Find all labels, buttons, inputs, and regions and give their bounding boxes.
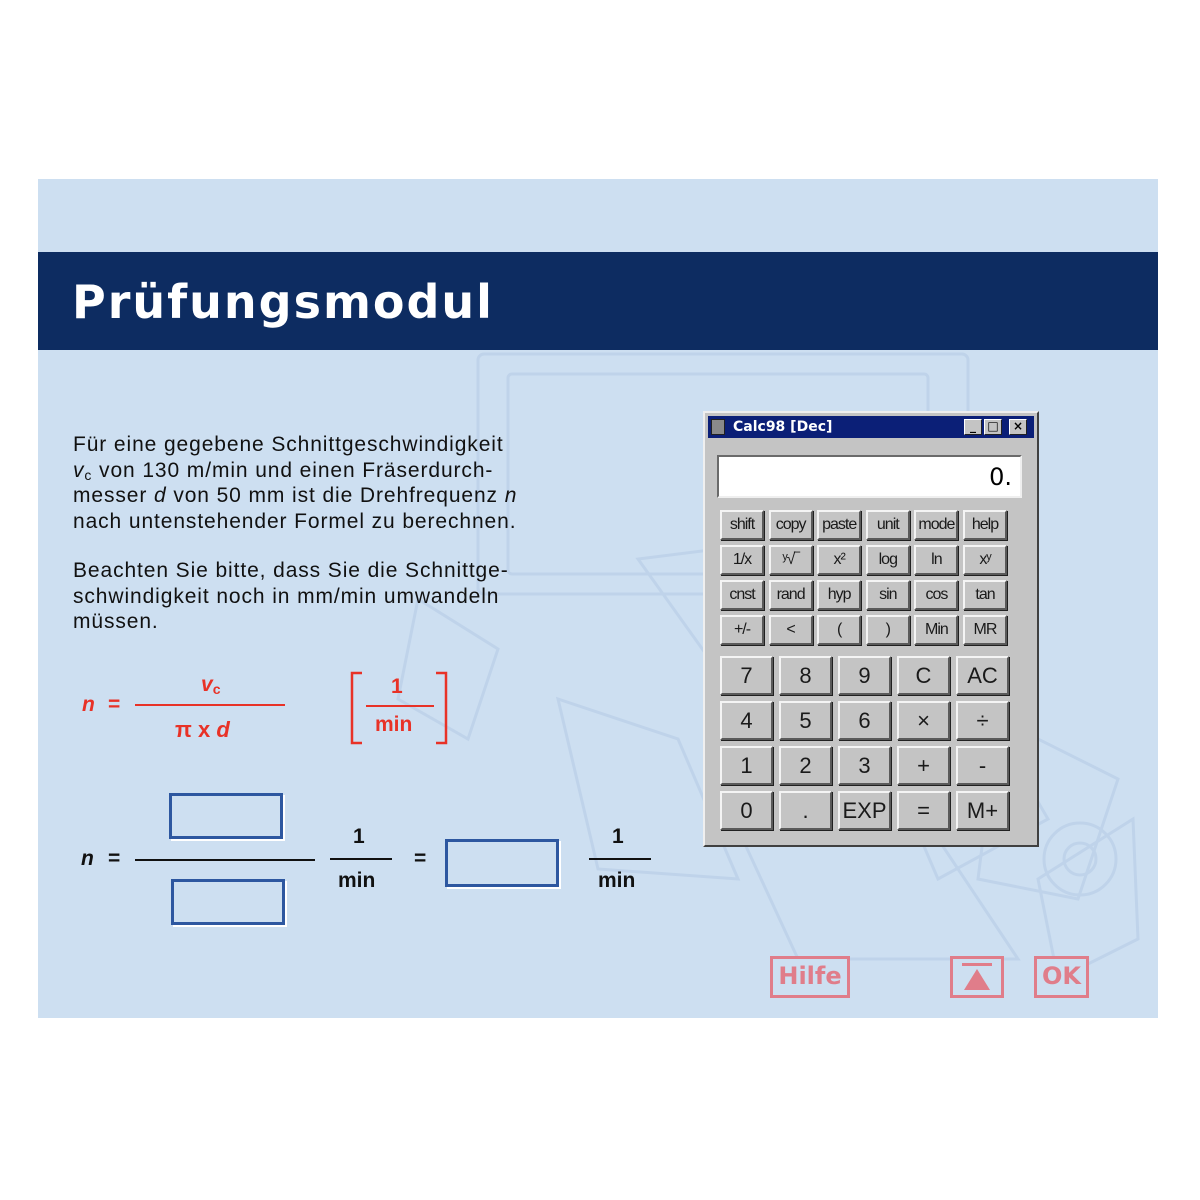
calc-key[interactable]: + xyxy=(897,746,950,785)
calculator-display: 0. xyxy=(717,455,1022,498)
calc-key[interactable]: xʸ xyxy=(963,545,1007,575)
calc-key[interactable]: 7 xyxy=(720,656,773,695)
calc-key[interactable]: 1 xyxy=(720,746,773,785)
answer-unit-numerator: 1 xyxy=(353,825,365,848)
note-line: Beachten Sie bitte, dass Sie die Schnittge- xyxy=(73,559,509,582)
arrow-up-bar-icon xyxy=(953,959,1001,995)
task-line: nach untenstehender Formel zu berechnen. xyxy=(73,509,517,533)
vc-symbol: v xyxy=(201,673,213,696)
vc-subscript: c xyxy=(212,681,221,697)
note-line: müssen. xyxy=(73,610,159,633)
pi-symbol: π xyxy=(175,717,192,742)
task-line: von 50 mm ist die Drehfrequenz xyxy=(166,484,505,507)
result-unit-numerator: 1 xyxy=(612,825,624,848)
calc-key[interactable]: EXP xyxy=(838,791,891,830)
unit-fraction-line xyxy=(366,705,434,707)
calc-key[interactable]: cnst xyxy=(720,580,764,610)
result-input[interactable] xyxy=(445,839,559,887)
calc-key[interactable]: rand xyxy=(769,580,813,610)
title-bar xyxy=(38,252,1158,350)
result-unit-line xyxy=(589,858,651,860)
formula-equals: = xyxy=(108,693,121,716)
calc-key[interactable]: paste xyxy=(817,510,861,540)
calc-key[interactable]: 0 xyxy=(720,791,773,830)
calc-key[interactable]: ÷ xyxy=(956,701,1009,740)
answer-n: n xyxy=(81,847,94,870)
calc-key[interactable]: sin xyxy=(866,580,910,610)
calc-key[interactable]: help xyxy=(963,510,1007,540)
calc-key[interactable]: +/- xyxy=(720,615,764,645)
answer-fraction-line xyxy=(135,859,315,861)
calc-key[interactable]: 6 xyxy=(838,701,891,740)
calc-key[interactable]: C xyxy=(897,656,950,695)
calc-key[interactable]: 2 xyxy=(779,746,832,785)
calc-key[interactable]: . xyxy=(779,791,832,830)
calc-key[interactable]: ( xyxy=(817,615,861,645)
calc-key[interactable]: copy xyxy=(769,510,813,540)
calc-key[interactable]: M+ xyxy=(956,791,1009,830)
calc-key[interactable]: unit xyxy=(866,510,910,540)
formula-n: n xyxy=(82,693,95,716)
calculator-title: Calc98 [Dec] xyxy=(733,419,833,435)
minimize-button[interactable]: _ xyxy=(964,419,982,435)
unit-denominator: min xyxy=(375,713,413,736)
task-note xyxy=(73,558,633,635)
calc-key[interactable]: - xyxy=(956,746,1009,785)
answer-unit-denominator: min xyxy=(338,869,376,892)
calc-key[interactable]: 1/x xyxy=(720,545,764,575)
maximize-button[interactable]: □ xyxy=(984,419,1002,435)
exam-module-screen xyxy=(38,179,1158,1018)
page-title: Prüfungsmodul xyxy=(72,275,494,329)
calc-key[interactable]: 5 xyxy=(779,701,832,740)
calculator-icon xyxy=(711,419,725,435)
denominator-input[interactable] xyxy=(171,879,285,925)
calc-key[interactable]: shift xyxy=(720,510,764,540)
calc-key[interactable]: Min xyxy=(914,615,958,645)
task-line: von 130 m/min und einen Fräserdurch- xyxy=(92,458,494,482)
calc-key[interactable]: AC xyxy=(956,656,1009,695)
calc-key[interactable]: tan xyxy=(963,580,1007,610)
task-line: messer xyxy=(73,484,154,507)
calc-key[interactable]: hyp xyxy=(817,580,861,610)
times-symbol: x xyxy=(197,717,211,742)
calc-key[interactable]: 8 xyxy=(779,656,832,695)
d-symbol: d xyxy=(153,484,167,507)
help-button[interactable]: Hilfe xyxy=(770,956,850,998)
calc-key[interactable]: × xyxy=(897,701,950,740)
calc-key[interactable]: ʸ√‾ xyxy=(769,545,813,575)
calc-key[interactable]: ln xyxy=(914,545,958,575)
note-line: schwindigkeit noch in mm/min umwandeln xyxy=(73,584,500,608)
calc-key[interactable]: 4 xyxy=(720,701,773,740)
calc-key[interactable]: MR xyxy=(963,615,1007,645)
result-unit-denominator: min xyxy=(598,869,636,892)
calc-key[interactable]: cos xyxy=(914,580,958,610)
calc-key[interactable]: = xyxy=(897,791,950,830)
formula-denominator xyxy=(175,717,230,743)
numerator-input[interactable] xyxy=(169,793,283,839)
calc-key[interactable]: 3 xyxy=(838,746,891,785)
calc-key[interactable]: < xyxy=(769,615,813,645)
calc-key[interactable]: x² xyxy=(817,545,861,575)
calc-key[interactable]: 9 xyxy=(838,656,891,695)
formula-numerator xyxy=(201,673,220,697)
calculator-titlebar[interactable] xyxy=(708,416,1034,438)
vc-subscript: c xyxy=(84,466,93,483)
result-equals: = xyxy=(414,847,427,870)
formula-fraction-line xyxy=(135,704,285,706)
task-description xyxy=(73,432,633,534)
close-button[interactable]: × xyxy=(1009,419,1027,435)
vc-symbol: v xyxy=(73,458,85,482)
calc-key[interactable]: mode xyxy=(914,510,958,540)
answer-unit-line xyxy=(330,858,392,860)
answer-equals: = xyxy=(108,847,121,870)
d-symbol: d xyxy=(216,717,230,742)
ok-button[interactable]: OK xyxy=(1034,956,1089,998)
unit-numerator: 1 xyxy=(391,675,403,698)
scroll-to-top-button[interactable] xyxy=(950,956,1004,998)
calc-key[interactable]: log xyxy=(866,545,910,575)
calc-key[interactable]: ) xyxy=(866,615,910,645)
task-line: Für eine gegebene Schnittgeschwindigkeit xyxy=(73,433,504,456)
n-symbol: n xyxy=(504,484,518,507)
calculator-window xyxy=(703,411,1039,847)
